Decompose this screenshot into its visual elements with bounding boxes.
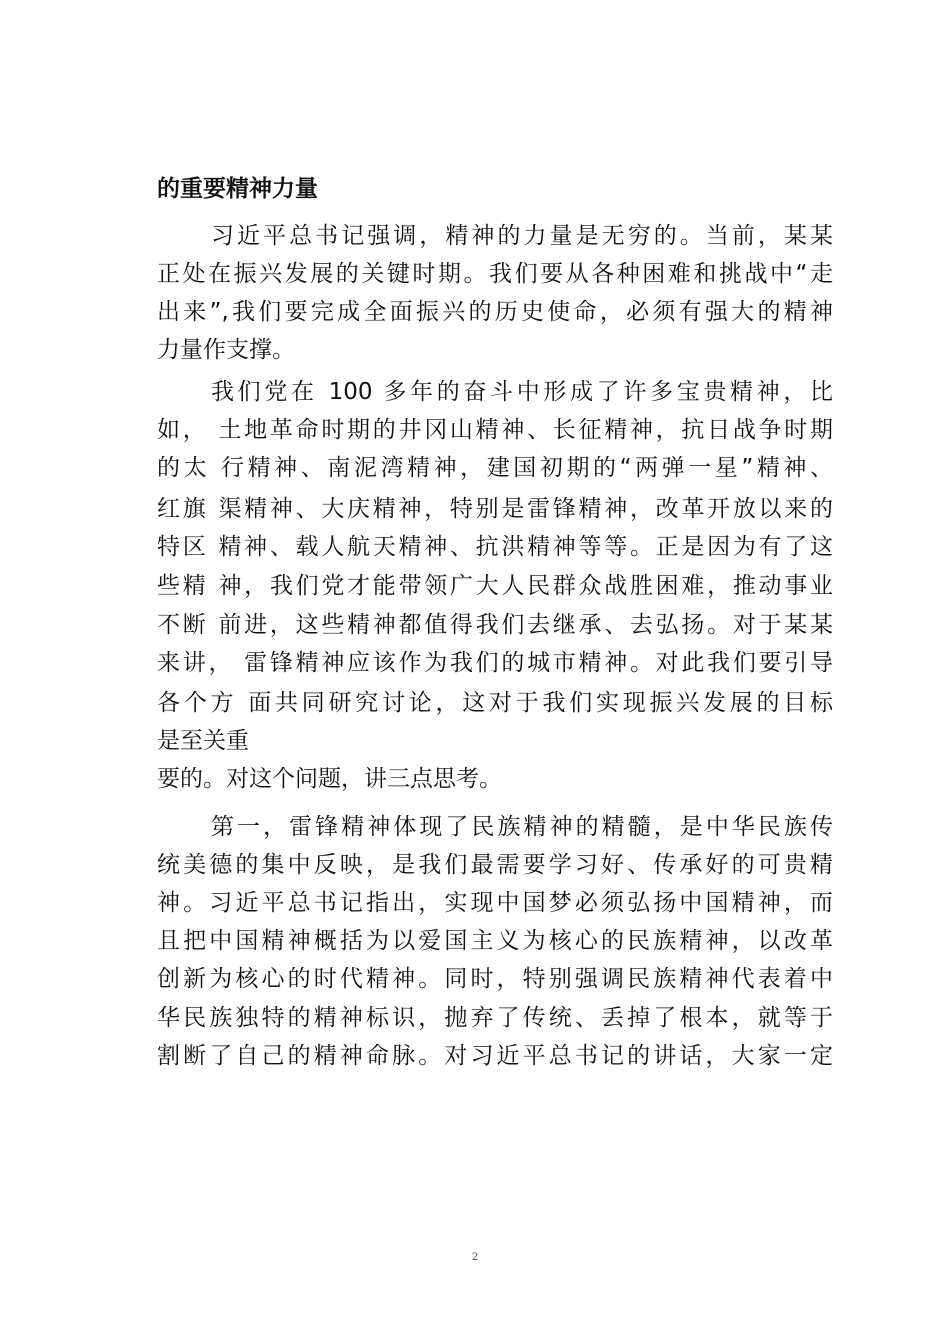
- paragraph-1-line: 力量作支撑。: [157, 337, 295, 363]
- paragraph-1-line: 习近平总书记强调，精神的力量是无穷的。当前，某某: [211, 223, 833, 249]
- paragraph-2-line: 如， 土地革命时期的井冈山精神、长征精神，抗日战争时期: [157, 417, 833, 443]
- paragraph-2-line: 特区 精神、载人航天精神、抗洪精神等等。正是因为有了这: [157, 534, 833, 560]
- section-heading: 的重要精神力量: [157, 176, 318, 202]
- paragraph-2-line: 我们党在 100 多年的奋斗中形成了许多宝贵精神，比: [211, 379, 833, 405]
- paragraph-2-line: 的太 行精神、南泥湾精神，建国初期的“两弹一星”精神、: [157, 455, 833, 481]
- page-number: 2: [471, 1252, 479, 1263]
- paragraph-2-line: 来讲， 雷锋精神应该作为我们的城市精神。对此我们要引导: [157, 650, 833, 676]
- paragraph-2-line: 不断 前进，这些精神都值得我们去继承、去弘扬。对于某某: [157, 612, 833, 638]
- paragraph-3-line: 华民族独特的精神标识，抛弃了传统、丢掉了根本，就等于: [157, 1005, 833, 1031]
- paragraph-1-line: 出来”,我们要完成全面振兴的历史使命，必须有强大的精神: [157, 299, 833, 325]
- paragraph-2-line: 各个方 面共同研究讨论，这对于我们实现振兴发展的目标: [157, 690, 833, 716]
- paragraph-2-line: 要的。对这个问题，讲三点思考。: [157, 766, 502, 792]
- paragraph-3-line: 神。习近平总书记指出，实现中国梦必须弘扬中国精神，而: [157, 890, 833, 916]
- paragraph-2-line: 些精 神，我们党才能带领广大人民群众战胜困难，推动事业: [157, 573, 833, 599]
- paragraph-3-line: 且把中国精神概括为以爱国主义为核心的民族精神，以改革: [157, 928, 833, 954]
- paragraph-3-line: 统美德的集中反映，是我们最需要学习好、传承好的可贵精: [157, 852, 833, 878]
- paragraph-3-line: 割断了自己的精神命脉。对习近平总书记的讲话，大家一定: [157, 1043, 833, 1069]
- paragraph-2-line: 是至关重: [157, 728, 249, 754]
- paragraph-2-line: 红旗 渠精神、大庆精神，特别是雷锋精神，改革开放以来的: [157, 496, 833, 522]
- paragraph-1-line: 正处在振兴发展的关键时期。我们要从各种困难和挑战中“走: [157, 261, 833, 287]
- paragraph-3-line: 第一，雷锋精神体现了民族精神的精髓，是中华民族传: [211, 814, 833, 840]
- paragraph-3-line: 创新为核心的时代精神。同时，特别强调民族精神代表着中: [157, 966, 833, 992]
